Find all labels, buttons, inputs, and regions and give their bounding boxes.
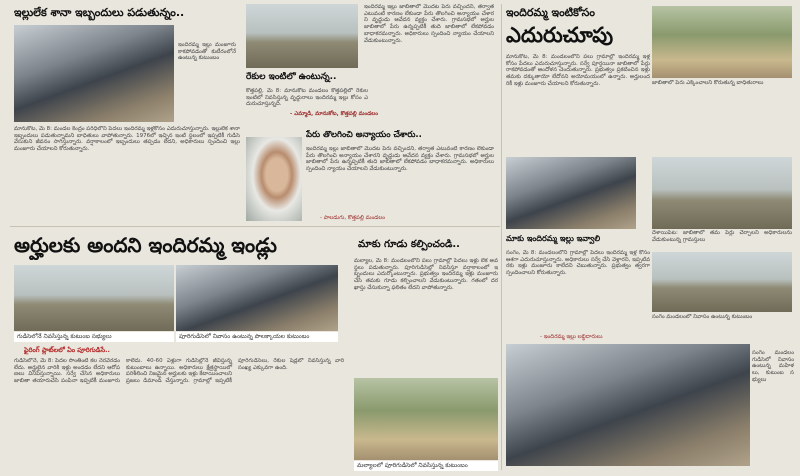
article-2-credit: - ఎమ్మాడి, మానుకోట, కొత్తపల్లి మండలం bbox=[290, 111, 378, 117]
article-7-photo-3 bbox=[652, 252, 792, 312]
article-4-caption: జాబితాలో పేరు ఎక్కించాలని కోరుతున్న బాధితురాలు bbox=[652, 80, 764, 86]
article-1-headline: ఇల్లులేక శానా ఇబ్బందులు పడుతున్నం.. bbox=[14, 6, 185, 19]
article-7-caption-3: సంగెం మండలం గుడిసెలో నివాసం ఉంటున్న మహిళలు, కుటుంబ సభ్యులు bbox=[752, 350, 794, 383]
article-1-body: మానుకోట, మే 8: మండల కేంద్రం పరిధిలోని పేదలు ఇందిరమ్మ ఇళ్లకోసం ఎదురుచూస్తున్నారు. ఇల్లులేక శానా ఇబ్బందులు పడుతున్నామని బాధితులు వాపోతున్నారు. 1976లో ఇచ్చిన ఇంటి స్థలంలో ఇప్పటికీ గుడిసె వేసుకుని జీవనం సాగిస్తున్నారు. వర్షాకాలంలో ఇబ్బందులు తప్పడం లేదని, అధికారులు స్పందించి ఇల్లు మంజూరు చేయాలని కోరుతున్నారు. bbox=[14, 126, 240, 153]
article-7-headline: మాకు ఇందిరమ్మ ఇల్లు ఇవ్వాలి bbox=[506, 234, 601, 243]
article-5-photo-2 bbox=[176, 265, 338, 331]
article-7-body: సంగెం, మే 8: మండలంలోని గ్రామాల్లో పేదలు ఇందిరమ్మ ఇళ్ల కోసం ఆశగా ఎదురుచూస్తున్నారు. అధికారులు సర్వే చేసి వెళ్లారని, ఇప్పటివరకు ఇళ్లు మంజూరు కాలేదని చెబుతున్నారు. ప్రభుత్వం త్వరగా స్పందించాలని కోరుతున్నారు. bbox=[506, 250, 650, 277]
article-5-headline: అర్హులకు అందని ఇందిరమ్మ ఇండ్లు bbox=[14, 233, 277, 257]
article-6-photo bbox=[354, 378, 498, 460]
article-6-body: మల్యాల, మే 8: మండలంలోని పలు గ్రామాల్లో పేదలు ఇళ్లు లేక అవస్థలు పడుతున్నారు. పూరిగుడిసెల్లో నివసిస్తూ వర్షాకాలంలో ఇబ్బందులు ఎదుర్కొంటున్నారు. ప్రభుత్వం ఇందిరమ్మ ఇళ్లు మంజూరు చేసి తమకు గూడు కల్పించాలని వేడుకుంటున్నారు. గతంలో దరఖాస్తు చేసుకున్నా ఫలితం లేదని వాపోతున్నారు. bbox=[354, 258, 498, 291]
article-6-headline: మాకు గూడు కల్పించండి.. bbox=[358, 239, 460, 250]
article-5-caption-1: గుడిసెలోనే నివసిస్తున్న కుటుంబ సభ్యులు bbox=[14, 332, 174, 342]
article-4-photo bbox=[652, 6, 792, 78]
article-3-headline: పేరు తొలగించి అన్యాయం చేశారు.. bbox=[306, 130, 422, 140]
article-2-caption: కొత్తపల్లి, మే 8: మానుకోట మండలం కొత్తపల్లిలో రేకుల ఇంటిలో నివసిస్తున్న వృద్ధురాలు ఇందిరమ్మ ఇల్లు కోసం ఎదురుచూస్తున్నది. bbox=[246, 88, 368, 108]
article-3-body: ఇందిరమ్మ ఇల్లు జాబితాలో మొదట పేరు వచ్చిందని, తర్వాత ఎటువంటి కారణం లేకుండా పేరు తొలగించి అన్యాయం చేశారని వృద్ధుడు ఆవేదన వ్యక్తం చేశారు. గ్రామసభలో అర్హుల జాబితాలో పేరు ఉన్నప్పటికీ తుది జాబితాలో లేకపోవడం బాధాకరమన్నారు. అధికారులు స్పందించి న్యాయం చేయాలని వేడుకుంటున్నారు. bbox=[306, 146, 494, 173]
article-2-photo bbox=[246, 4, 358, 68]
article-2-headline: రేకుల ఇంటిలో ఉంటున్న.. bbox=[246, 72, 337, 82]
article-2-body-column: ఇందిరమ్మ ఇల్లు జాబితాలో మొదట పేరు వచ్చిందని, తర్వాత ఎటువంటి కారణం లేకుండా పేరు తొలగించి అన్యాయం చేశారని వృద్ధుడు ఆవేదన వ్యక్తం చేశారు. గ్రామసభలో అర్హుల జాబితాలో పేరు ఉన్నప్పటికీ తుది జాబితాలో లేకపోవడం బాధాకరమన్నారు. అధికారులు స్పందించి న్యాయం చేయాలని వేడుకుంటున్నారు. bbox=[364, 4, 494, 44]
article-7-caption-2: సంగెం మండలంలో నివాసం ఉంటున్న కుటుంబం bbox=[652, 314, 753, 320]
article-3-photo bbox=[246, 137, 302, 221]
article-4-body: మానుకోట, మే 8: మండలంలోని పలు గ్రామాల్లో ఇందిరమ్మ ఇళ్ల కోసం పేదలు ఎదురుచూస్తున్నారు. సర్వే పూర్తయినా జాబితాలో పేర్లు రాకపోవడంతో ఆందోళన చెందుతున్నారు. ప్రభుత్వం ప్రకటించిన ఇళ్లు తమకు దక్కుతాయో లేదోనని అయోమయంలో ఉన్నారు. అర్హులందరికీ ఇళ్లు మంజూరు చేయాలని కోరుతున్నారు. bbox=[506, 54, 650, 87]
article-7-photo-4 bbox=[506, 344, 750, 466]
article-1-photo bbox=[14, 25, 174, 122]
article-7-photo-2 bbox=[652, 157, 792, 229]
article-6-caption: మల్యాలలో పూరిగుడిసెలో నివసిస్తున్న కుటుంబం bbox=[354, 461, 498, 471]
article-5-photo-1 bbox=[14, 265, 174, 331]
article-5-caption-2: పూరిగుడిసెలో నివాసం ఉంటున్న పాలక్కాయల కుటుంబం bbox=[176, 332, 338, 342]
article-7-caption-1: దేశాయిపేట: జాబితాలో తమ పేర్లు చేర్చాలని అధికారులను వేడుకుంటున్న గ్రామస్తులు bbox=[652, 230, 792, 243]
vertical-rule bbox=[501, 4, 502, 470]
horizontal-rule bbox=[10, 226, 500, 227]
article-4-headline-line1: ఇందిరమ్మ ఇంటికోసం bbox=[506, 6, 595, 19]
article-7-credit: - ఇందిరమ్మ ఇల్లు లబ్ధిదారులు bbox=[540, 334, 603, 340]
article-1-photo-caption: ఇందిరమ్మ ఇల్లు మంజూరు కాకపోవడంతో కుటీరంలోనే ఉంటున్న కుటుంబం bbox=[178, 42, 236, 62]
article-4-headline-line2: ఎదురుచూపు bbox=[506, 23, 614, 47]
article-3-credit: - పాలడుగు, కొత్తపల్లి మండలం bbox=[320, 215, 386, 221]
article-5-body: గుడిసెలోనే, మే 8: పేదల సొంతింటి కల నెరవేరడం లేదు. అర్హులైన వారికి ఇళ్లు అందడం లేదని ఆరోపణలు వినిపిస్తున్నాయి. సర్వే చేసిన అధికారులు జాబితా తయారుచేసి పంపినా ఇప్పటికీ మంజూరు కాలేదు. 40-60 ఏళ్లుగా గుడిసెల్లోనే జీవిస్తున్న కుటుంబాలు ఉన్నాయి. అధికారులు క్షేత్రస్థాయిలో పరిశీలించి నిజమైన అర్హులకు ఇళ్లు కేటాయించాలని ప్రజలు డిమాండ్ చేస్తున్నారు. గ్రామాల్లో ఇప్పటికీ పూరిగుడిసెలు, రేకుల షెడ్లలో నివసిస్తున్న వారి సంఖ్య ఎక్కువగా ఉంది. bbox=[14, 358, 344, 385]
article-7-photo-1 bbox=[506, 157, 636, 229]
article-5-subhead: ఫైరింగ్ ప్లాట్‌లలో ఏం పూరిగుడిసే.. bbox=[24, 346, 110, 354]
